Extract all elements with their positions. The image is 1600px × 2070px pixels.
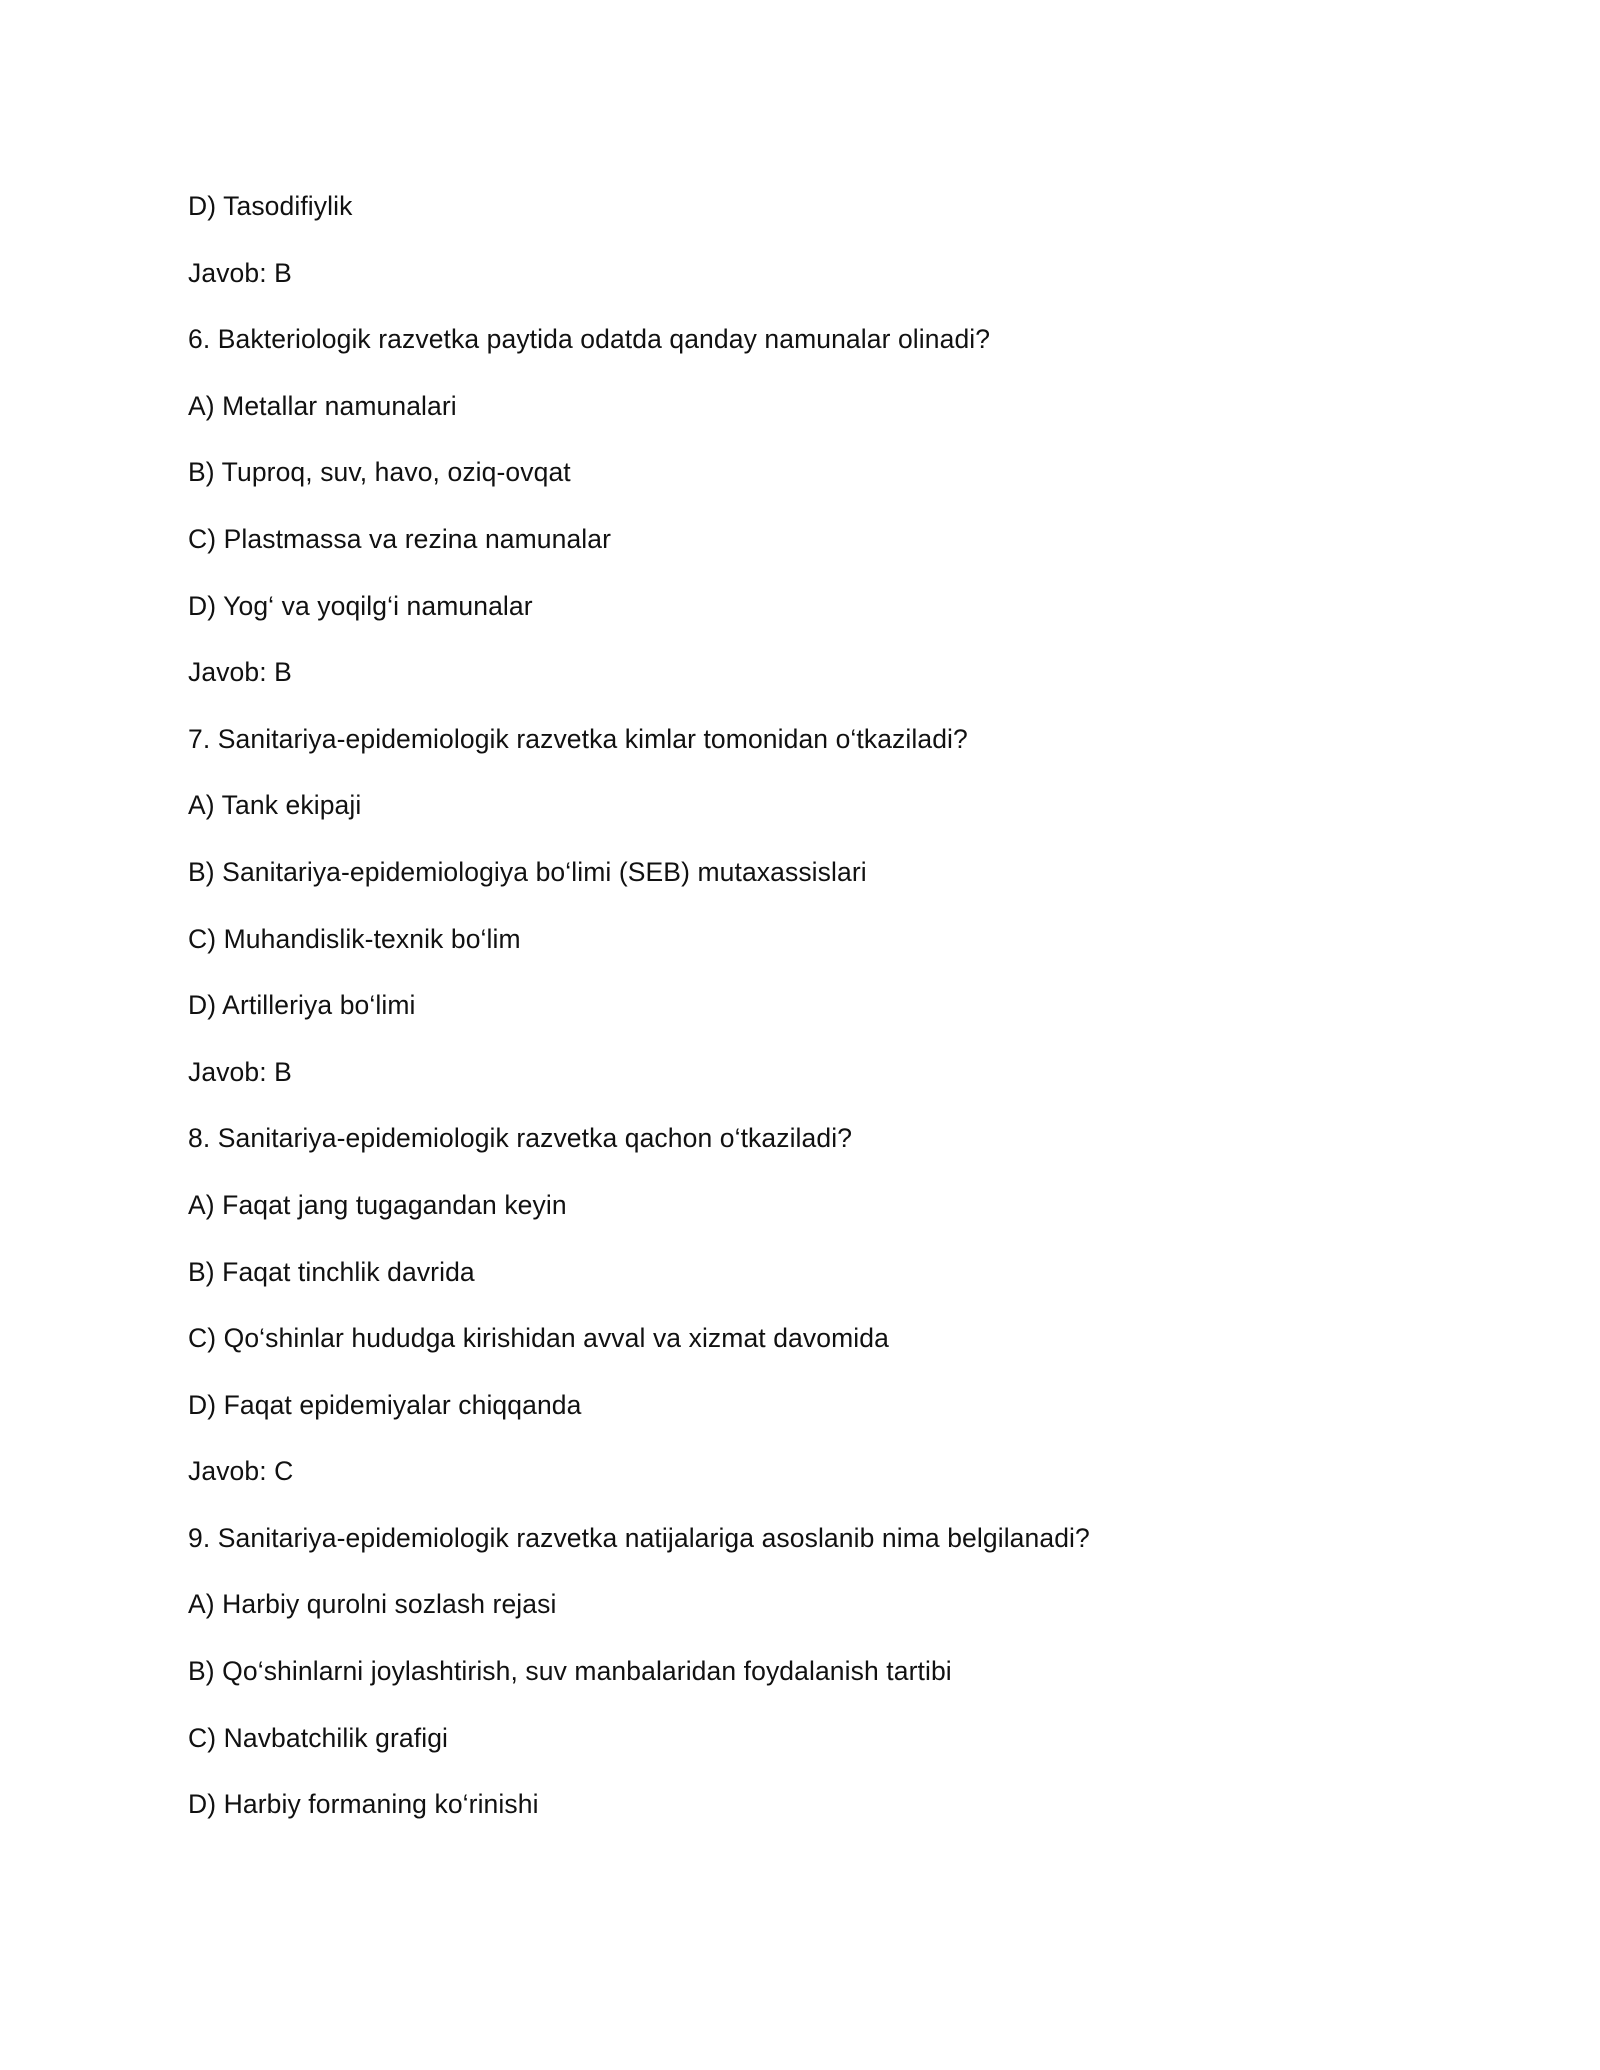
question-9: 9. Sanitariya-epidemiologik razvetka natijalariga asoslanib nima belgilanadi? (188, 1522, 1090, 1553)
option-c-q7: C) Muhandislik-texnik bo‘lim (188, 923, 521, 954)
option-b-q9: B) Qo‘shinlarni joylashtirish, suv manbalaridan foydalanish tartibi (188, 1656, 952, 1687)
answer-q7: Javob: B (188, 1056, 292, 1087)
option-b-q7: B) Sanitariya-epidemiologiya bo‘limi (SEB) mutaxassislari (188, 856, 867, 887)
option-b-q8: B) Faqat tinchlik davrida (188, 1256, 475, 1287)
answer-q5: Javob: B (188, 257, 292, 288)
option-d-q9: D) Harbiy formaning ko‘rinishi (188, 1789, 539, 1820)
document-body (188, 186, 1408, 1851)
option-a-q8: A) Faqat jang tugagandan keyin (188, 1189, 567, 1220)
question-6: 6. Bakteriologik razvetka paytida odatda qanday namunalar olinadi? (188, 324, 991, 355)
option-a-q7: A) Tank ekipaji (188, 790, 362, 821)
question-7: 7. Sanitariya-epidemiologik razvetka kimlar tomonidan o‘tkaziladi? (188, 723, 968, 754)
answer-q6: Javob: B (188, 657, 292, 688)
question-8: 8. Sanitariya-epidemiologik razvetka qachon o‘tkaziladi? (188, 1123, 853, 1154)
option-a-q6: A) Metallar namunalari (188, 390, 457, 421)
option-b-q6: B) Tuproq, suv, havo, oziq-ovqat (188, 457, 571, 488)
answer-q8: Javob: C (188, 1456, 294, 1487)
option-c-q6: C) Plastmassa va rezina namunalar (188, 523, 612, 554)
option-c-q8: C) Qo‘shinlar hududga kirishidan avval va xizmat davomida (188, 1323, 889, 1354)
option-d-q8: D) Faqat epidemiyalar chiqqanda (188, 1389, 582, 1420)
option-d-q5: D) Tasodifiylik (188, 191, 353, 221)
option-d-q7: D) Artilleriya bo‘limi (188, 990, 416, 1021)
option-c-q9: C) Navbatchilik grafigi (188, 1722, 449, 1753)
option-d-q6: D) Yog‘ va yoqilg‘i namunalar (188, 590, 533, 621)
option-a-q9: A) Harbiy qurolni sozlash rejasi (188, 1589, 557, 1620)
